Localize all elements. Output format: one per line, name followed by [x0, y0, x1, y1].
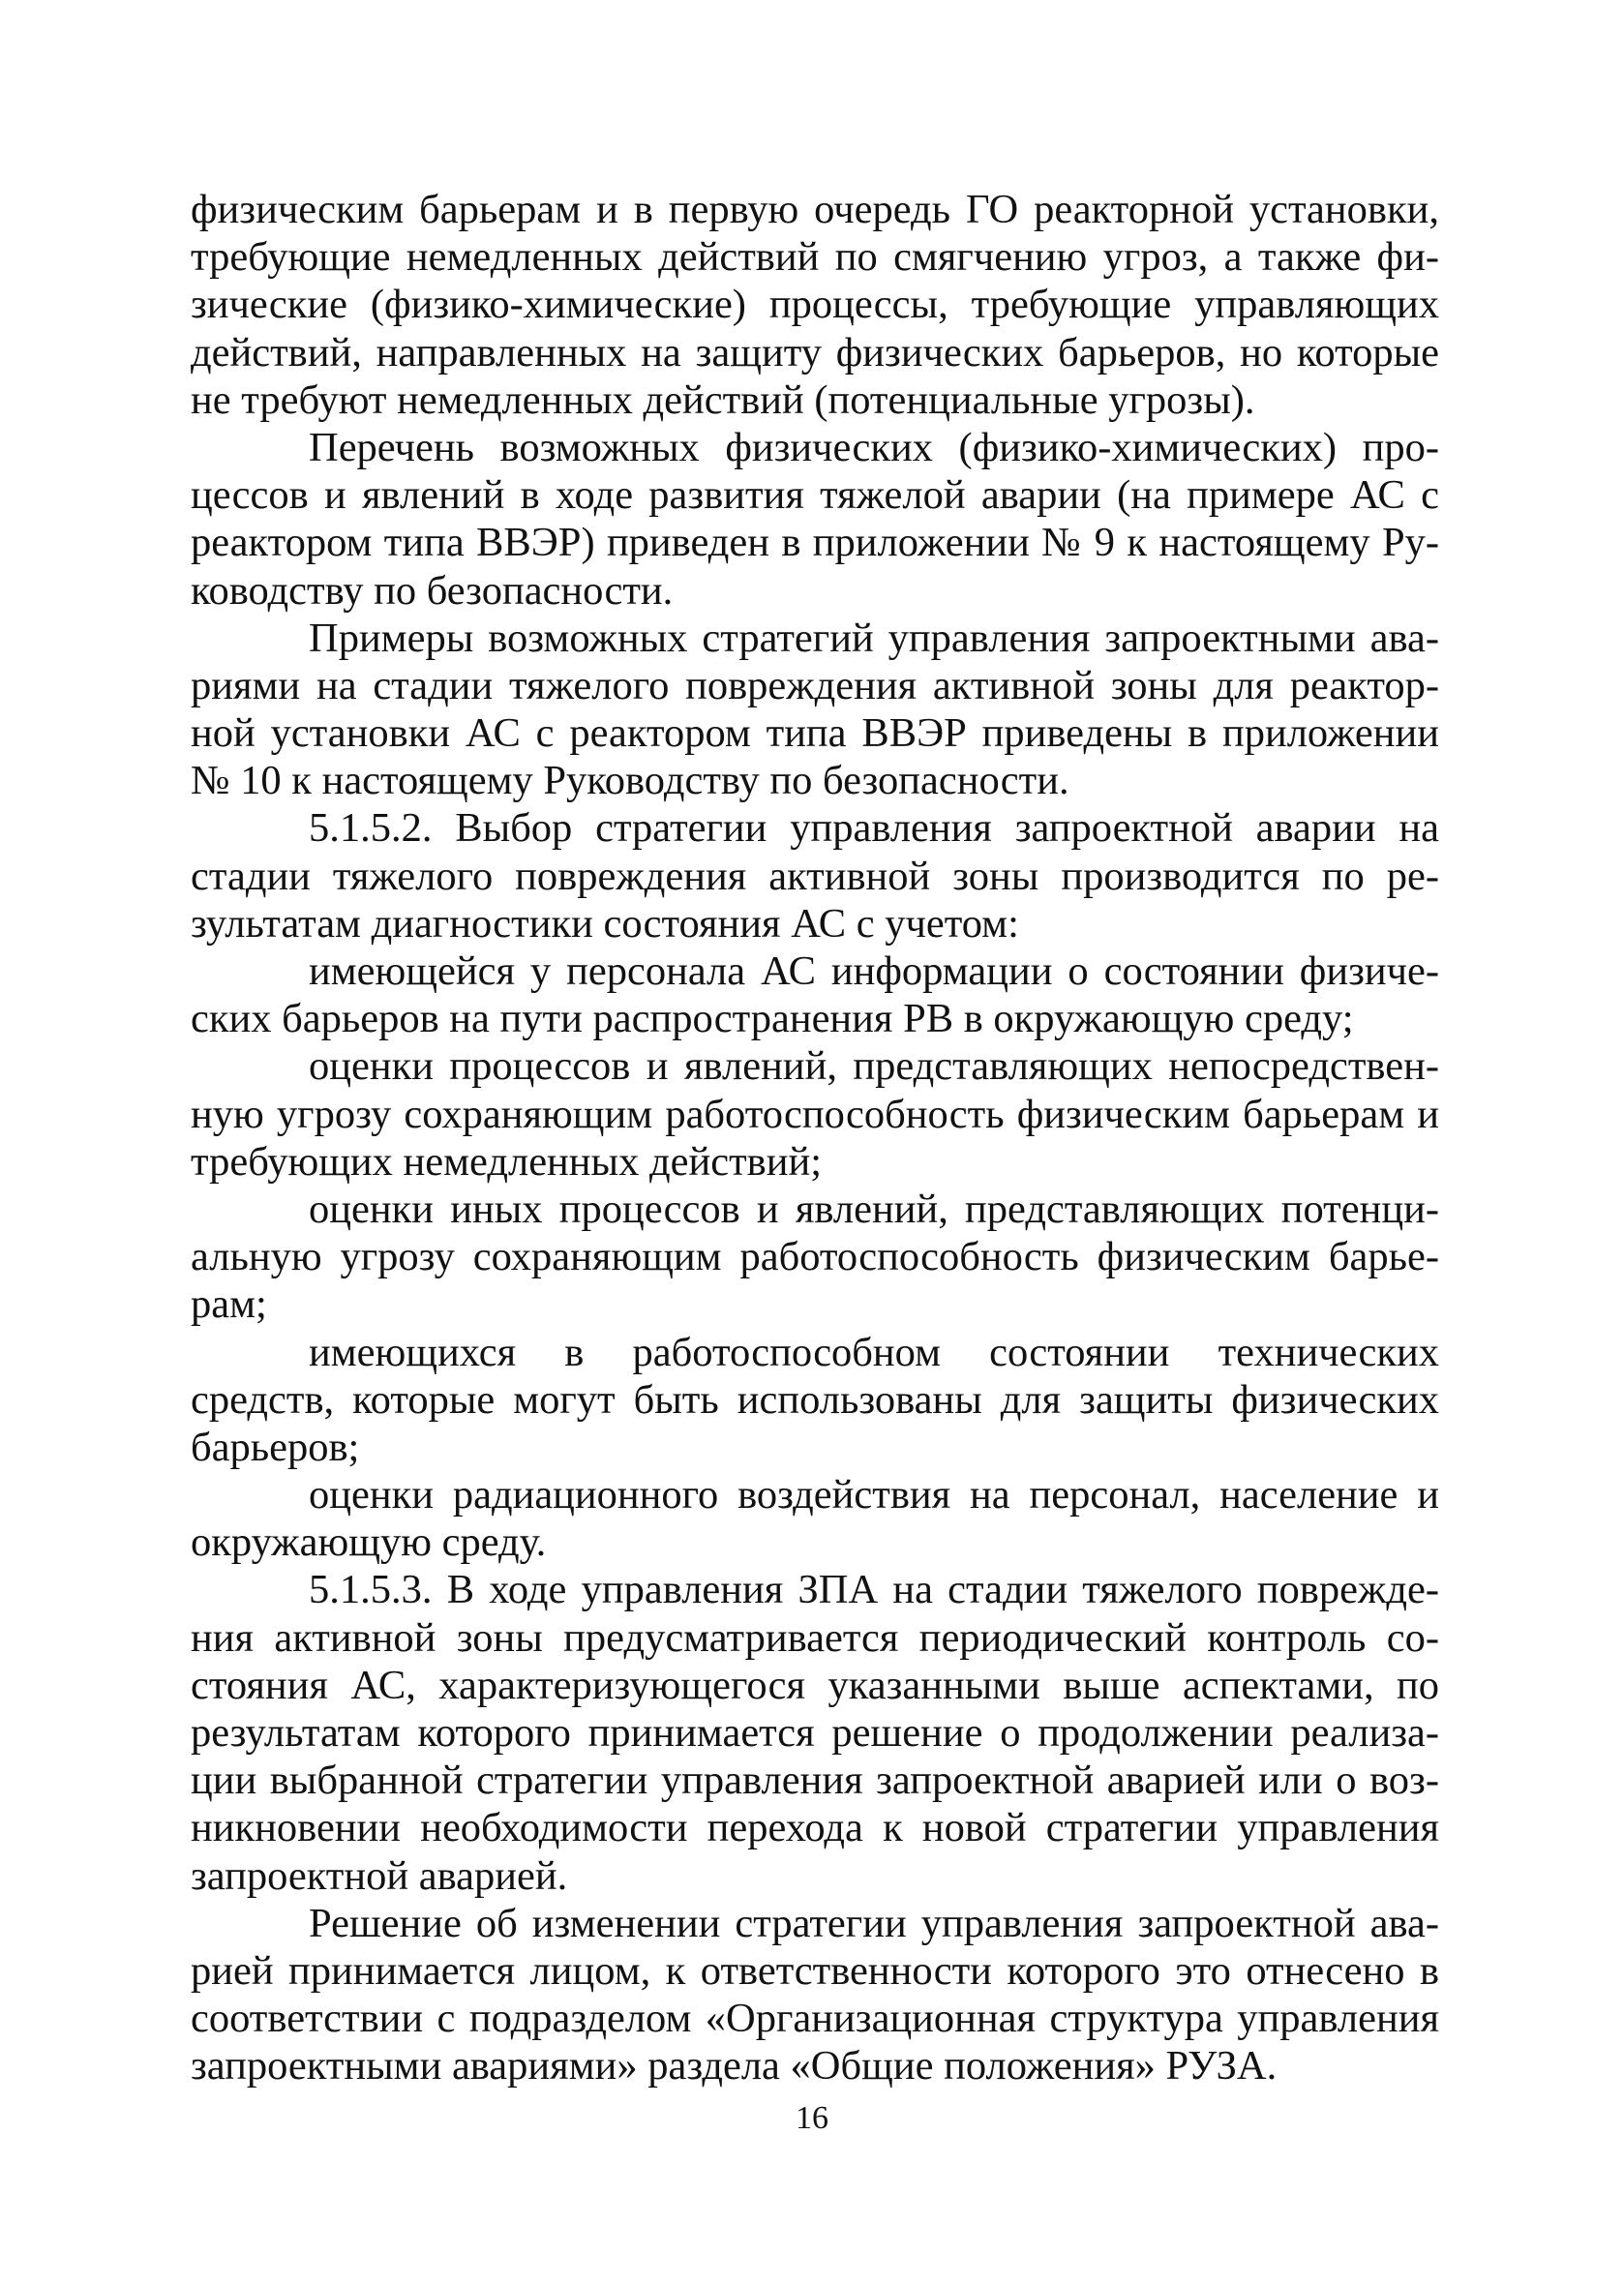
text-line: никновении необходимости перехода к новой стратегии управления — [191, 1805, 1439, 1851]
text-line: ции выбранной стратегии управления запроектной аварией или о воз- — [191, 1758, 1439, 1804]
text-line: 5.1.5.2. Выбор стратегии управления запроектной аварии на — [309, 805, 1439, 852]
text-line: не требуют немедленных действий (потенциальные угрозы). — [191, 376, 1255, 423]
text-line: стадии тяжелого повреждения активной зоны производится по ре- — [191, 853, 1439, 899]
text-line: Перечень возможных физических (физико-химических) про- — [309, 424, 1439, 470]
text-line: 5.1.5.3. В ходе управления ЗПА на стадии тяжелого поврежде- — [309, 1567, 1439, 1613]
paragraph — [191, 1186, 1439, 1329]
text-line: зультатам диагностики состояния АС с учетом: — [191, 900, 1019, 947]
text-line: запроектными авариями» раздела «Общие положения» РУЗА. — [191, 2043, 1278, 2090]
text-line: ния активной зоны предусматривается периодический контроль со- — [191, 1614, 1439, 1661]
text-line: Решение об изменении стратегии управления запроектной ава- — [309, 1900, 1439, 1946]
paragraph — [191, 424, 1439, 615]
text-line: зические (физико-химические) процессы, требующие управляющих — [191, 282, 1439, 328]
text-line: стояния АС, характеризующегося указанными выше аспектами, по — [191, 1662, 1439, 1708]
text-line: окружающую среду. — [191, 1519, 547, 1566]
text-line: требующих немедленных действий; — [191, 1138, 823, 1185]
paragraph — [191, 1900, 1439, 2090]
text-line: результатам которого принимается решение о продолжении реализа- — [191, 1710, 1439, 1756]
text-line: оценки иных процессов и явлений, представляющих потенци- — [309, 1186, 1439, 1232]
text-line: № 10 к настоящему Руководству по безопасности. — [191, 758, 1069, 804]
text-line: барьеров; — [191, 1424, 360, 1470]
paragraph — [191, 1471, 1439, 1566]
page-number: 16 — [796, 2100, 828, 2136]
paragraph — [191, 1329, 1439, 1472]
text-line: ной установки АС с реактором типа ВВЭР приведены в приложении — [191, 710, 1439, 757]
paragraph — [191, 1042, 1439, 1186]
paragraph — [191, 186, 1439, 424]
text-line: средств, которые могут быть использованы для защиты физических — [191, 1376, 1439, 1423]
text-line: риями на стадии тяжелого повреждения активной зоны для реактор- — [191, 662, 1439, 708]
paragraph — [191, 947, 1439, 1042]
document-body — [191, 186, 1439, 2090]
paragraph — [191, 804, 1439, 947]
paragraph — [191, 615, 1439, 805]
text-line: ководству по безопасности. — [191, 567, 674, 614]
text-line: имеющейся у персонала АС информации о состоянии физиче- — [309, 948, 1439, 994]
text-line: оценки процессов и явлений, представляющих непосредствен- — [309, 1043, 1439, 1090]
text-line: реактором типа ВВЭР) приведен в приложении № 9 к настоящему Ру- — [191, 520, 1439, 566]
text-line: ную угрозу сохраняющим работоспособность физическим барьерам и — [191, 1091, 1439, 1137]
text-line: действий, направленных на защиту физических барьеров, но которые — [191, 329, 1439, 376]
text-line: физическим барьерам и в первую очередь ГО реакторной установки, — [191, 187, 1439, 232]
text-line: ских барьеров на пути распространения РВ в окружающую среду; — [191, 996, 1354, 1042]
text-line: Примеры возможных стратегий управления запроектными ава- — [309, 615, 1439, 661]
paragraph — [191, 1566, 1439, 1899]
text-line: запроектной аварией. — [191, 1852, 568, 1899]
text-line: оценки радиационного воздействия на персонал, население и — [309, 1472, 1439, 1518]
text-line: цессов и явлений в ходе развития тяжелой аварии (на примере АС с — [191, 472, 1439, 519]
text-line: альную угрозу сохраняющим работоспособность физическим барье- — [191, 1234, 1439, 1280]
text-line: рией принимается лицом, к ответственности которого это отнесено в — [191, 1947, 1439, 1994]
text-line: рам; — [191, 1281, 267, 1328]
text-line: требующие немедленных действий по смягчению угроз, а также фи- — [191, 234, 1439, 281]
text-line: имеющихся в работоспособном состоянии технических — [309, 1329, 1439, 1375]
text-line: соответствии с подразделом «Организационная структура управления — [191, 1996, 1439, 2042]
